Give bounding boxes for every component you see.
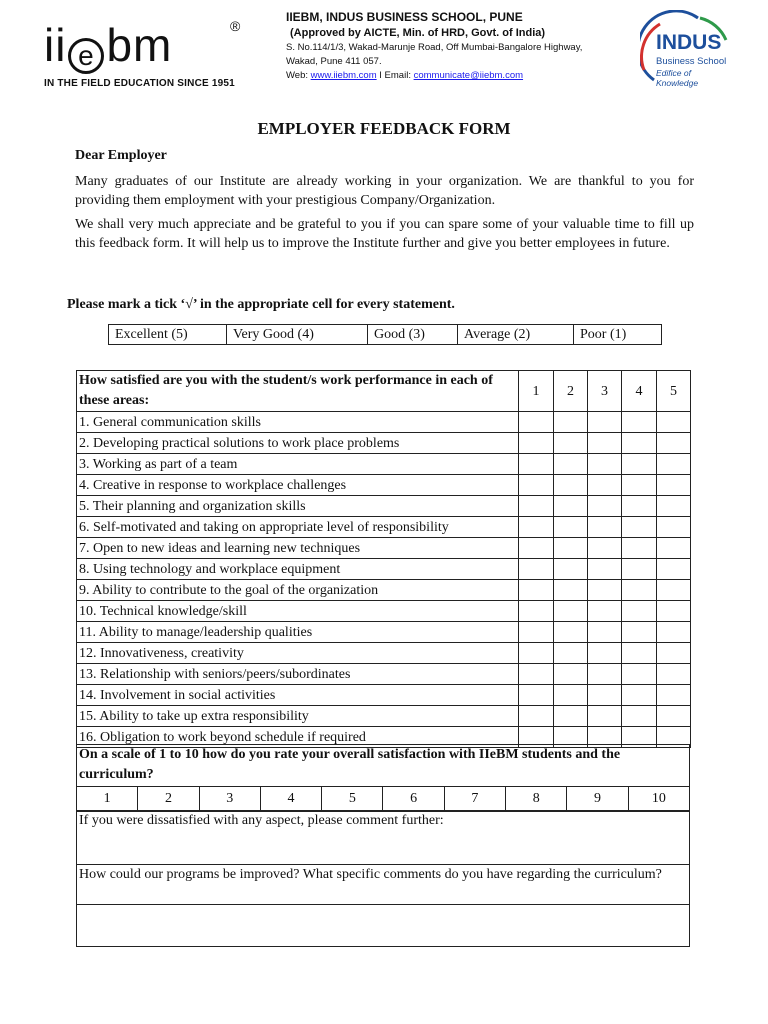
rating-row-label: 8. Using technology and workplace equipment	[77, 559, 519, 580]
rating-cell-2[interactable]	[554, 685, 588, 706]
scale-option-4[interactable]: 4	[260, 787, 321, 812]
overall-scale-row	[77, 787, 690, 812]
rating-cell-3[interactable]	[588, 706, 622, 727]
rating-row-label: 1. General communication skills	[77, 412, 519, 433]
dissatisfied-prompt: If you were dissatisfied with any aspect, please comment further:	[79, 813, 444, 828]
rating-row	[77, 601, 691, 622]
rating-cell-5[interactable]	[657, 559, 691, 580]
address-line-2: Wakad, Pune 411 057.	[286, 56, 382, 67]
legend-average: Average (2)	[458, 325, 574, 344]
rating-cell-4[interactable]	[622, 433, 657, 454]
rating-cell-4[interactable]	[622, 454, 657, 475]
rating-cell-4[interactable]	[622, 622, 657, 643]
rating-row	[77, 538, 691, 559]
rating-cell-4[interactable]	[622, 559, 657, 580]
rating-table-body	[77, 371, 691, 748]
rating-cell-3[interactable]	[588, 538, 622, 559]
rating-cell-5[interactable]	[657, 601, 691, 622]
rating-cell-4[interactable]	[622, 412, 657, 433]
rating-cell-3[interactable]	[588, 454, 622, 475]
rating-cell-1[interactable]	[519, 496, 554, 517]
rating-cell-1[interactable]	[519, 580, 554, 601]
rating-row-label: 7. Open to new ideas and learning new techniques	[77, 538, 519, 559]
rating-row	[77, 685, 691, 706]
rating-cell-1[interactable]	[519, 433, 554, 454]
scale-option-8[interactable]: 8	[506, 787, 567, 812]
rating-cell-2[interactable]	[554, 559, 588, 580]
rating-row	[77, 454, 691, 475]
form-title: EMPLOYER FEEDBACK FORM	[257, 119, 511, 138]
rating-cell-4[interactable]	[622, 475, 657, 496]
rating-row-label: 10. Technical knowledge/skill	[77, 601, 519, 622]
rating-cell-1[interactable]	[519, 475, 554, 496]
overall-satisfaction-question: On a scale of 1 to 10 how do you rate your overall satisfaction with IIeBM students and the curriculum?	[76, 744, 690, 787]
legend-very-good: Very Good (4)	[227, 325, 368, 344]
rating-cell-3[interactable]	[588, 622, 622, 643]
rating-cell-1[interactable]	[519, 454, 554, 475]
rating-cell-1[interactable]	[519, 517, 554, 538]
rating-cell-4[interactable]	[622, 580, 657, 601]
rating-column-3: 3	[588, 371, 622, 412]
rating-row-label: 12. Innovativeness, creativity	[77, 643, 519, 664]
rating-cell-4[interactable]	[622, 685, 657, 706]
overall-scale-table	[76, 786, 690, 812]
rating-cell-4[interactable]	[622, 538, 657, 559]
rating-row	[77, 517, 691, 538]
logo-part-bm: bm	[106, 19, 173, 71]
rating-row-label: 11. Ability to manage/leadership qualities	[77, 622, 519, 643]
rating-column-4: 4	[622, 371, 657, 412]
rating-row-label: 14. Involvement in social activities	[77, 685, 519, 706]
rating-cell-3[interactable]	[588, 496, 622, 517]
rating-cell-2[interactable]	[554, 580, 588, 601]
scale-option-5[interactable]: 5	[322, 787, 383, 812]
website-link[interactable]: www.iiebm.com	[310, 70, 377, 81]
legend-good: Good (3)	[368, 325, 458, 344]
indus-logo-name: INDUS	[656, 31, 722, 54]
rating-cell-2[interactable]	[554, 706, 588, 727]
rating-row	[77, 496, 691, 517]
rating-cell-1[interactable]	[519, 559, 554, 580]
rating-row-label: 4. Creative in response to workplace challenges	[77, 475, 519, 496]
rating-cell-1[interactable]	[519, 622, 554, 643]
logo-part-e: e	[68, 38, 104, 74]
rating-cell-5[interactable]	[657, 643, 691, 664]
rating-cell-4[interactable]	[622, 706, 657, 727]
rating-cell-3[interactable]	[588, 412, 622, 433]
scale-option-1[interactable]: 1	[77, 787, 138, 812]
rating-cell-2[interactable]	[554, 538, 588, 559]
web-label: Web:	[286, 70, 311, 81]
salutation: Dear Employer	[75, 148, 167, 163]
rating-cell-2[interactable]	[554, 601, 588, 622]
scale-option-10[interactable]: 10	[628, 787, 689, 812]
rating-cell-2[interactable]	[554, 496, 588, 517]
rating-cell-2[interactable]	[554, 622, 588, 643]
rating-cell-2[interactable]	[554, 433, 588, 454]
institute-header	[286, 10, 626, 81]
rating-cell-4[interactable]	[622, 643, 657, 664]
contact-line	[286, 70, 626, 81]
rating-cell-5[interactable]	[657, 580, 691, 601]
indus-logo	[640, 10, 730, 92]
scale-option-2[interactable]: 2	[138, 787, 199, 812]
scale-option-9[interactable]: 9	[567, 787, 628, 812]
scale-option-7[interactable]: 7	[444, 787, 505, 812]
rating-row-label: 6. Self-motivated and taking on appropriate level of responsibility	[77, 517, 519, 538]
rating-cell-3[interactable]	[588, 559, 622, 580]
address-line-1: S. No.114/1/3, Wakad-Marunje Road, Off Mumbai-Bangalore Highway,	[286, 42, 583, 53]
improvement-prompt: How could our programs be improved? What specific comments do you have regarding the curriculum?	[79, 867, 662, 882]
rating-cell-3[interactable]	[588, 580, 622, 601]
rating-question: How satisfied are you with the student/s work performance in each of these areas:	[77, 371, 519, 412]
rating-row	[77, 706, 691, 727]
rating-cell-3[interactable]	[588, 685, 622, 706]
rating-row-label: 9. Ability to contribute to the goal of the organization	[77, 580, 519, 601]
rating-cell-5[interactable]	[657, 538, 691, 559]
rating-cell-5[interactable]	[657, 475, 691, 496]
rating-row-label: 3. Working as part of a team	[77, 454, 519, 475]
rating-cell-5[interactable]	[657, 706, 691, 727]
email-link[interactable]: communicate@iiebm.com	[413, 70, 524, 81]
rating-cell-1[interactable]	[519, 706, 554, 727]
intro-paragraph-1: Many graduates of our Institute are already working in your organization. We are thankful to you for providing them employment with your prestigious Company/Organization.	[75, 174, 694, 208]
rating-cell-3[interactable]	[588, 433, 622, 454]
rating-cell-5[interactable]	[657, 664, 691, 685]
legend-poor: Poor (1)	[580, 327, 627, 342]
logo-part-ii: ii	[44, 19, 67, 71]
rating-cell-2[interactable]	[554, 664, 588, 685]
scale-option-6[interactable]: 6	[383, 787, 444, 812]
rating-cell-3[interactable]	[588, 517, 622, 538]
rating-cell-5[interactable]	[657, 454, 691, 475]
rating-cell-5[interactable]	[657, 433, 691, 454]
rating-row-label: 2. Developing practical solutions to work place problems	[77, 433, 519, 454]
rating-row	[77, 475, 691, 496]
rating-cell-4[interactable]	[622, 664, 657, 685]
registered-mark: ®	[230, 18, 241, 34]
institute-name: IIEBM, INDUS BUSINESS SCHOOL, PUNE	[286, 10, 523, 24]
rating-table	[76, 370, 691, 748]
rating-cell-3[interactable]	[588, 475, 622, 496]
rating-column-5: 5	[657, 371, 691, 412]
rating-cell-1[interactable]	[519, 643, 554, 664]
email-separator: I Email:	[376, 70, 414, 81]
rating-cell-2[interactable]	[554, 475, 588, 496]
rating-row	[77, 622, 691, 643]
tick-instruction: Please mark a tick ‘√’ in the appropriate cell for every statement.	[67, 297, 455, 312]
logo-tagline: IN THE FIELD EDUCATION SINCE 1951	[44, 78, 235, 89]
rating-row	[77, 664, 691, 685]
rating-cell-5[interactable]	[657, 622, 691, 643]
scale-option-3[interactable]: 3	[199, 787, 260, 812]
rating-cell-1[interactable]	[519, 412, 554, 433]
iiebm-logo	[44, 18, 254, 89]
improvement-comment-field[interactable]	[76, 904, 690, 947]
rating-cell-5[interactable]	[657, 412, 691, 433]
rating-cell-4[interactable]	[622, 517, 657, 538]
indus-logo-motto: Edifice of Knowledge	[656, 68, 699, 88]
rating-cell-1[interactable]	[519, 664, 554, 685]
rating-cell-2[interactable]	[554, 412, 588, 433]
rating-cell-2[interactable]	[554, 643, 588, 664]
rating-cell-2[interactable]	[554, 517, 588, 538]
rating-row	[77, 643, 691, 664]
dissatisfied-comment-field[interactable]	[76, 810, 690, 865]
rating-cell-3[interactable]	[588, 643, 622, 664]
rating-row	[77, 412, 691, 433]
rating-header-row	[77, 371, 691, 412]
iiebm-logo-wordmark	[44, 19, 254, 71]
indus-logo-subtitle: Business School	[656, 56, 727, 67]
rating-row-label: 13. Relationship with seniors/peers/subordinates	[77, 664, 519, 685]
rating-cell-3[interactable]	[588, 601, 622, 622]
rating-legend	[108, 324, 662, 345]
indus-logo-text	[656, 32, 730, 88]
rating-row-label: 5. Their planning and organization skills	[77, 496, 519, 517]
rating-row	[77, 580, 691, 601]
rating-cell-5[interactable]	[657, 517, 691, 538]
improvement-question	[76, 864, 690, 905]
rating-column-2: 2	[554, 371, 588, 412]
rating-column-1: 1	[519, 371, 554, 412]
rating-cell-2[interactable]	[554, 454, 588, 475]
rating-cell-5[interactable]	[657, 496, 691, 517]
institute-approval: (Approved by AICTE, Min. of HRD, Govt. of India)	[290, 27, 546, 39]
rating-cell-1[interactable]	[519, 601, 554, 622]
rating-cell-4[interactable]	[622, 601, 657, 622]
rating-cell-4[interactable]	[622, 496, 657, 517]
intro-paragraph-2: We shall very much appreciate and be grateful to you if you can spare some of your valuable time to fill up this feedback form. It will help us to improve the Institute further and give you better employees in future.	[75, 217, 694, 251]
rating-cell-3[interactable]	[588, 664, 622, 685]
rating-cell-1[interactable]	[519, 538, 554, 559]
rating-row	[77, 559, 691, 580]
rating-cell-5[interactable]	[657, 685, 691, 706]
rating-row-label: 16. Obligation to work beyond schedule if required	[77, 727, 519, 748]
legend-excellent: Excellent (5)	[109, 325, 227, 344]
rating-cell-1[interactable]	[519, 685, 554, 706]
rating-row	[77, 433, 691, 454]
rating-row-label: 15. Ability to take up extra responsibility	[77, 706, 519, 727]
